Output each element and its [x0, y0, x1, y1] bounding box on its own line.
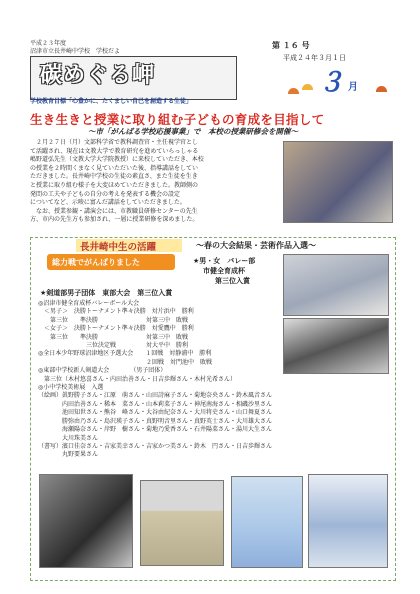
list-item: 池田知世さん・熊谷 峰さん・大谷由紀奈さん・大川将史さん・山口舞夏さん — [38, 409, 273, 417]
issue-number: 第 １６ 号 — [272, 41, 310, 50]
vb-result-line: 第三位入賞 — [215, 277, 250, 285]
list-item: ２回戦 対門池中 敗戦 — [38, 358, 213, 366]
body-line: ２月２７日（月）文部科学省で教科調査官・主任視学官とし — [30, 139, 199, 146]
school-motto: 学校教育目標「心豊かに、たくましい自己を創造する生徒」 — [30, 98, 193, 105]
body-line: と授業に取り組む様子を大変ほめていただきました。教師側の — [30, 181, 199, 189]
body-line: の授業を２時間くまなく見ていただいた後、指導講話をしてい — [30, 164, 199, 172]
newsletter-title: 碳めぐる岬 — [40, 62, 156, 88]
list-item: 内田治善さん・稀本 菜さん・山本莉菜子さん・神尾南海さん・相磯沙里さん — [38, 400, 273, 408]
volleyball-photo — [283, 254, 389, 316]
list-item: 第三位（木村悠喜さん・内田治善さん・日吉歩輝さん・木村光希さん） — [38, 375, 237, 383]
school-line: 沼津市立長井崎中学校 学校だよ — [30, 48, 121, 55]
list-item: ◎小中学校美術展 入選 — [38, 384, 104, 392]
list-item: 第三位 準決勝 対第三中 敗戦 — [38, 316, 189, 324]
kendo-photo — [283, 318, 389, 374]
list-item: 大川珠美さん — [38, 434, 99, 442]
article-body — [30, 139, 278, 225]
article-headline: 生き生きと授業に取り組む子どもの育成を目指して — [30, 112, 325, 127]
body-line: 方、市内の先生方も参加され、一層に授業研修を深めました。 — [30, 216, 199, 224]
era-year: 平成２３年度 — [30, 40, 67, 47]
artwork-display-photo — [231, 476, 303, 568]
award-photo — [39, 474, 133, 568]
list-item: 海瀬陽奈さん・岸野 樹さん・菊地乃愛香さん・石井陽菜さん・湯川大生さん — [38, 426, 273, 434]
mushroom-icon — [288, 88, 299, 94]
vb-result-line: ★男・女 バレー部 — [193, 257, 256, 265]
banner-text: 総力戦でがんばりました — [52, 258, 140, 267]
mushroom-icon — [302, 84, 313, 90]
article-subheadline: ～市「がんばる学校応援事業」で 本校の授業研修会を開催～ — [88, 127, 298, 136]
artwork-display-photo — [308, 474, 388, 568]
list-item: （書写）濱口佳奈さん・吉家美幸さん・吉家かつ美さん・鈴木 円さん・日吉歩輝さん — [38, 442, 273, 450]
body-line: についてなど、示唆に富んだ講話をしていただきました。 — [30, 199, 186, 207]
vb-result-line: 市健全育成杯 — [203, 267, 245, 275]
month-number: ３ — [318, 68, 345, 98]
list-item: ◎沼津市健全育成杯バレーボール大会 — [38, 300, 140, 307]
list-item: ◎東部中学校新人剣道大会 （男子団体） — [38, 367, 167, 375]
body-line: なお、授業参観・講演会には、市教職員研修センターの先生 — [30, 207, 198, 215]
baseball-photo — [140, 480, 224, 566]
kendo-result: ★剣道部男子団体 東部大会 第三位入賞 — [40, 289, 173, 297]
results-list — [38, 300, 272, 460]
list-item: 三位決定戦 対大平中 勝利 — [38, 342, 189, 350]
list-item: 勝弥由乃さん・島沢瑛子さん・真野明音里さん・真野英士さん・大川雄大さん — [38, 417, 273, 425]
list-item: ＜男子＞ 決勝トーナメント準々決勝 対片浜中 勝利 — [38, 308, 194, 316]
issue-date: 平成２４年３月１日 — [283, 54, 346, 62]
lecture-photo — [283, 141, 393, 223]
list-item: 第三位 準決勝 対第三中 敗戦 — [38, 333, 189, 341]
list-item: 丸野要果さん — [38, 451, 99, 459]
month-suffix: 月 — [348, 82, 358, 93]
body-line: 嶋野道弘先生（文教大学大学院教授）に来校していただき、本校 — [30, 156, 204, 164]
list-item: （絵画）眞野勝子さん・江原 萌さん・山田詩麻子さん・菊地奈央さん・鈴木風音さん — [38, 392, 273, 400]
mushroom-icon — [376, 86, 387, 92]
achievements-heading: 長井崎中生の活躍 — [80, 242, 157, 253]
body-line: 発問の工夫や子どもの自分の考えを発表する機会の設定 — [30, 190, 181, 198]
body-line: て活躍され、現在は文教大学で教育研究を進めていらっしゃる — [30, 147, 199, 155]
body-line: ただきました。長井崎中学校の生徒の素直さ、また生徒を生き — [30, 173, 198, 181]
list-item: ◎全日本少年野球沼津地区予選大会 １回戦 対静浦中 勝利 — [38, 350, 212, 358]
achievements-subheading: ～春の大会結果・芸術作品入選～ — [196, 241, 316, 250]
list-item: ＜女子＞ 決勝トーナメント準々決勝 対愛鷹中 勝利 — [38, 325, 194, 333]
